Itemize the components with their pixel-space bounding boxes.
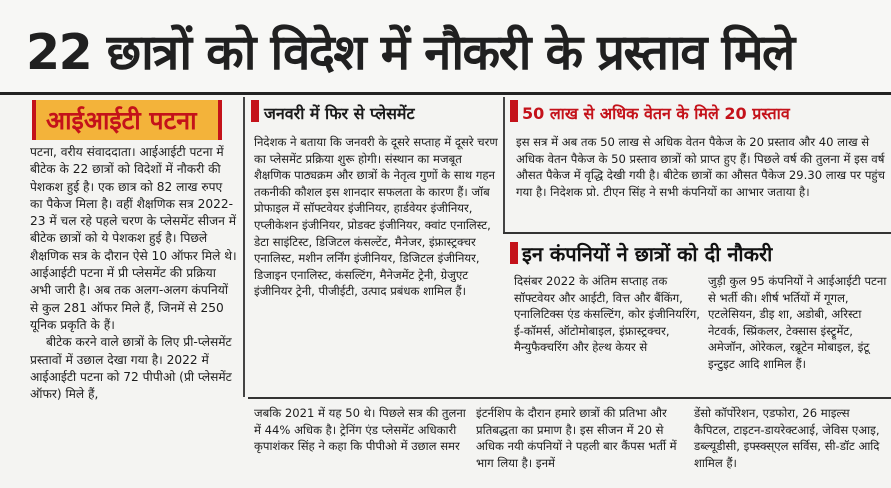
- companies-subhead: इन कंपनियों ने छात्रों को दी नौकरी: [522, 242, 773, 266]
- bottom-col-1: [254, 405, 466, 455]
- headline-rule: [0, 92, 891, 95]
- tag-right-bar: [218, 100, 222, 140]
- companies-left-text: दिसंबर 2022 के अंतिम सप्ताह तक सॉफ्टवेयर और आईटी, वित्त और बैंकिंग, एनालिटिक्स एंड कंसल्टिंग, कोर इंजीनियरिंग, ई-कॉमर्स, ऑटोमोबाइल, इंफ्रास्ट्रक्चर, मैन्युफैक्चरिंग और हेल्थ केयर से: [514, 274, 700, 355]
- column-1: [30, 144, 238, 403]
- subhead-marker: [510, 242, 518, 264]
- tag-left-bar: [32, 100, 36, 140]
- bottom-text-1: जबकि 2021 में यह 50 थे। पिछले सत्र की तुलना में 44% अधिक है। ट्रेनिंग एंड प्लेसमेंट अधिकारी कृपाशंकर सिंह ने कहा कि पीपीओ में उछाल समर: [254, 406, 466, 454]
- section-tag: आईआईटी पटना: [46, 106, 197, 135]
- column-divider-2: [503, 97, 505, 232]
- column-2: [254, 134, 498, 300]
- bottom-col-2: [476, 405, 682, 471]
- col3-body: इस सत्र में अब तक 50 लाख से अधिक वेतन पैकेज के 20 प्रस्ताव और 40 लाख से अधिक वेतन पैकेज के 50 प्रस्ताव छात्रों को प्राप्त हुए हैं। पिछले वर्ष की तुलना में इस वर्ष औसत पैकेज में वृद्धि देखी गयी है। बीटेक छात्रों का औसत पैकेज 29.30 लाख पर पहुंच गया है। निदेशक प्रो. टीएन सिंह ने सभी कंपनियों का आभार जताया है।: [516, 135, 885, 199]
- col2-body: निदेशक ने बताया कि जनवरी के दूसरे सप्ताह में दूसरे चरण का प्लेसमेंट प्रक्रिया शुरू होगी। संस्थान का मजबूत शैक्षणिक पाठ्यक्रम और छात्रों के नेतृत्व गुणों के साथ गहन तकनीकी कौशल इस शानदार सफलता के कारण हैं। जॉब प्रोफाइल में सॉफ्टवेयर इंजीनियर, हार्डवेयर इंजीनियर, एप्लीकेशन इंजीनियर, प्रोडक्ट इंजीनियर, क्वांट एनालिस्ट, डेटा साइंटिस्ट, डिजिटल कंसल्टेंट, मैनेजर, इंफ्रास्ट्रक्चर एनालिस्ट, मशीन लर्निंग इंजीनियर, डिजिटल इंजीनियर, डिजाइन एनालिस्ट, कंसल्टिंग, मैनेजमेंट ट्रेनी, ग्रेजुएट इंजीनियर ट्रेनी, पीजीईटी, उत्पाद प्रबंधक शामिल हैं।: [254, 135, 498, 299]
- subhead-marker: [510, 100, 518, 122]
- bottom-text-2: इंटर्नशिप के दौरान हमारे छात्रों की प्रतिभा और प्रतिबद्धता का प्रमाण है। इस सीजन में 20 से अधिक नयी कंपनियों ने पहली बार कैंपस भर्ती में भाग लिया है। इनमें: [476, 406, 677, 470]
- col2-subhead: जनवरी में फिर से प्लेसमेंट: [264, 104, 415, 123]
- companies-left: [514, 273, 700, 356]
- bottom-text-3: डेंसो कॉर्पोरेशन, एडफोरा, 26 माइल्स कैपिटल, टाइटन-डायरेक्टआई, जेविस एआइ, डब्ल्यूडीसी, इफ्स्क्स्एल सर्विस, सी-डॉट आदि शामिल हैं।: [694, 406, 880, 470]
- column-divider-1: [243, 97, 245, 397]
- col1-para2: बीटेक करने वाले छात्रों के लिए प्री-प्लेसमेंट प्रस्तावों में उछाल देखा गया है। 2022 में आईआईटी पटना को 72 पीपीओ (प्री प्लेसमेंट ऑफर) मिले हैं,: [30, 335, 232, 402]
- companies-right-text: जुड़ी कुल 95 कंपनियों ने आईआईटी पटना से भर्ती की। शीर्ष भर्तियों में गूगल, एटलेसियन, डीइ शा, अडोबी, अरिस्टा नेटवर्क, स्प्रिंकलर, टेक्सास इंस्ट्रूमेंट, अमेजॉन, ओरेकल, रब्रूटेन मोबाइल, इंटू इन्टुइट आदि शामिल हैं।: [708, 274, 887, 371]
- headline: 22 छात्रों को विदेश में नौकरी के प्रस्ताव मिले: [26, 24, 794, 81]
- column-3: [516, 134, 886, 200]
- subhead-marker: [251, 100, 259, 122]
- col3-subhead: 50 लाख से अधिक वेतन के मिले 20 प्रस्ताव: [522, 104, 790, 123]
- col1-para1: पटना, वरीय संवाददाता। आईआईटी पटना में बीटेक के 22 छात्रों को विदेशों में नौकरी की पेशकश हुई है। एक छात्र को 82 लाख रुपए का पैकेज मिला है। वहीं शैक्षणिक सत्र 2022-23 में चल रहे पहले चरण के प्लेसमेंट सीजन में बीटेक छात्रों को ये पेशकश हुई है। पिछले शैक्षणिक सत्र के दौरान ऐसे 10 ऑफर मिले थे। आईआईटी पटना में प्री प्लेसमेंट की प्रक्रिया अभी जारी है। अब तक अलग-अलग कंपनियों से कुल 281 ऑफर मिले हैं, जिनमें से 250 यूनिक प्रकृति के हैं।: [30, 145, 237, 332]
- companies-right: [708, 273, 888, 373]
- bottom-rule: [248, 397, 891, 399]
- companies-rule: [503, 232, 891, 234]
- bottom-col-3: [694, 405, 888, 471]
